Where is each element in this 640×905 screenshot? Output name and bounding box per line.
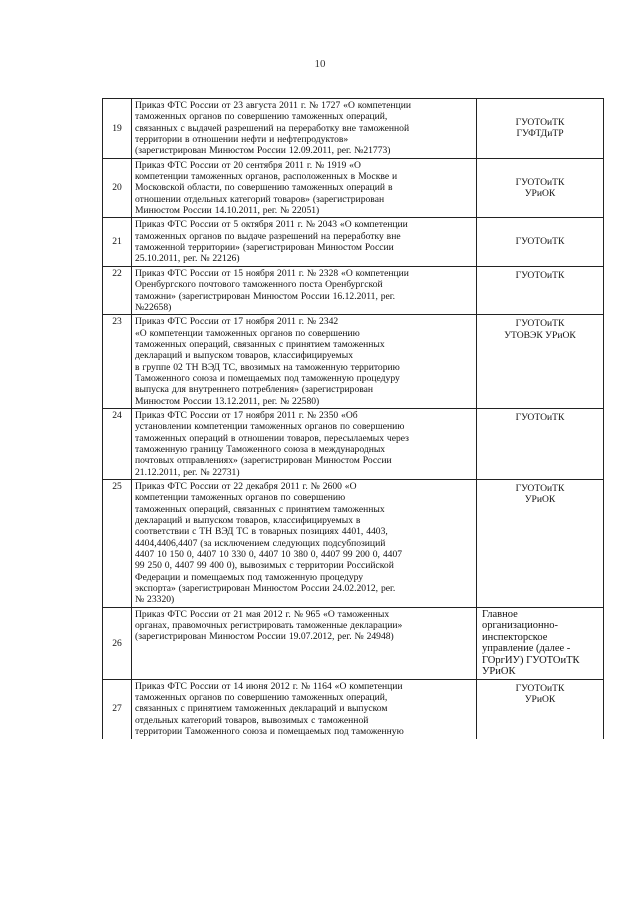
row-number: 27 <box>103 679 132 738</box>
document-title: Приказ ФТС России от 14 июня 2012 г. № 1164 «О компетенции таможенных органов по совершению таможенных операций, связанных с принятием таможенных деклараций и выпуском отдельных категорий товаров, вывозимых с таможенной территории Таможенного союза и помещаемых под таможенную <box>132 679 477 738</box>
table-row <box>103 607 604 679</box>
table-row <box>103 315 604 409</box>
responsible-units: ГУОТОиТК <box>477 408 604 479</box>
table-row <box>103 480 604 608</box>
table-row <box>103 679 604 738</box>
document-title: Приказ ФТС России от 22 декабря 2011 г. № 2600 «О компетенции таможенных органов по совершению таможенных операций, связанных с принятием таможенных деклараций и выпуском товаров, классифицируемых в соответствии с ТН ВЭД ТС в товарных позициях 4401, 4403, 4404,4406,4407 (за исключением следующих подсубпозиций 4407 10 150 0, 4407 10 330 0, 4407 10 380 0, 4407 99 200 0, 4407 99 250 0, 4407 99 400 0), вывозимых с территории Российской Федерации и помещаемых под таможенную процедуру экспорта» (зарегистрирован Минюстом России 24.02.2012, рег. № 23320) <box>132 480 477 608</box>
responsible-units: ГУОТОиТК <box>477 266 604 314</box>
responsible-units: ГУОТОиТК <box>477 218 604 266</box>
table-row <box>103 99 604 159</box>
page-number: 10 <box>314 58 326 70</box>
table-row <box>103 408 604 479</box>
table-row <box>103 218 604 266</box>
responsible-units: ГУОТОиТК УРиОК <box>477 679 604 738</box>
row-number: 22 <box>103 266 132 314</box>
row-number: 20 <box>103 158 132 218</box>
document-title: Приказ ФТС России от 5 октября 2011 г. № 2043 «О компетенции таможенных органов по выдаче разрешений на переработку вне таможенной территории» (зарегистрирован Минюстом России 25.10.2011, рег. № 22126) <box>132 218 477 266</box>
row-number: 23 <box>103 315 132 409</box>
document-title: Приказ ФТС России от 17 ноября 2011 г. № 2342 «О компетенции таможенных органов по совершению таможенных операций, связанных с принятием таможенных деклараций и выпуском товаров, классифицируемых в группе 02 ТН ВЭД ТС, ввозимых на таможенную территорию Таможенного союза и помещаемых под таможенную процедуру выпуска для внутреннего потребления» (зарегистрирован Минюстом России 13.12.2011, рег. № 22580) <box>132 315 477 409</box>
row-number: 21 <box>103 218 132 266</box>
responsible-units: ГУОТОиТК ГУФТДиТР <box>477 99 604 159</box>
document-title: Приказ ФТС России от 23 августа 2011 г. № 1727 «О компетенции таможенных органов по совершению таможенных операций, связанных с выдачей разрешений на переработку вне таможенной территории в отношении нефти и нефтепродуктов» (зарегистрирован Минюстом России 12.09.2011, рег. №21773) <box>132 99 477 159</box>
table-row <box>103 158 604 218</box>
responsible-units: Главное организационно- инспекторское управление (далее - ГОргИУ) ГУОТОиТК УРиОК <box>477 607 604 679</box>
responsible-units: ГУОТОиТК УТОВЭК УРиОК <box>477 315 604 409</box>
row-number: 25 <box>103 480 132 608</box>
table-row <box>103 266 604 314</box>
document-title: Приказ ФТС России от 15 ноября 2011 г. № 2328 «О компетенции Оренбургского почтового таможенного поста Оренбургской таможни» (зарегистрирован Минюстом России 16.12.2011, рег. №22658) <box>132 266 477 314</box>
row-number: 24 <box>103 408 132 479</box>
document-title: Приказ ФТС России от 17 ноября 2011 г. № 2350 «Об установлении компетенции таможенных органов по совершению таможенных операций в отношении товаров, пересылаемых через таможенную границу Таможенного союза в международных почтовых отправлениях» (зарегистрирован Минюстом России 21.12.2011, рег. № 22731) <box>132 408 477 479</box>
row-number: 26 <box>103 607 132 679</box>
document-title: Приказ ФТС России от 21 мая 2012 г. № 965 «О таможенных органах, правомочных регистрировать таможенные декларации» (зарегистрирован Минюстом России 19.07.2012, рег. № 24948) <box>132 607 477 679</box>
responsible-units: ГУОТОиТК УРиОК <box>477 480 604 608</box>
document-title: Приказ ФТС России от 20 сентября 2011 г. № 1919 «О компетенции таможенных органов, расположенных в Москве и Московской области, по совершению таможенных операций в отношении отдельных категорий товаров» (зарегистрирован Минюстом России 14.10.2011, рег. № 22051) <box>132 158 477 218</box>
documents-table <box>102 98 604 739</box>
responsible-units: ГУОТОиТК УРиОК <box>477 158 604 218</box>
row-number: 19 <box>103 99 132 159</box>
